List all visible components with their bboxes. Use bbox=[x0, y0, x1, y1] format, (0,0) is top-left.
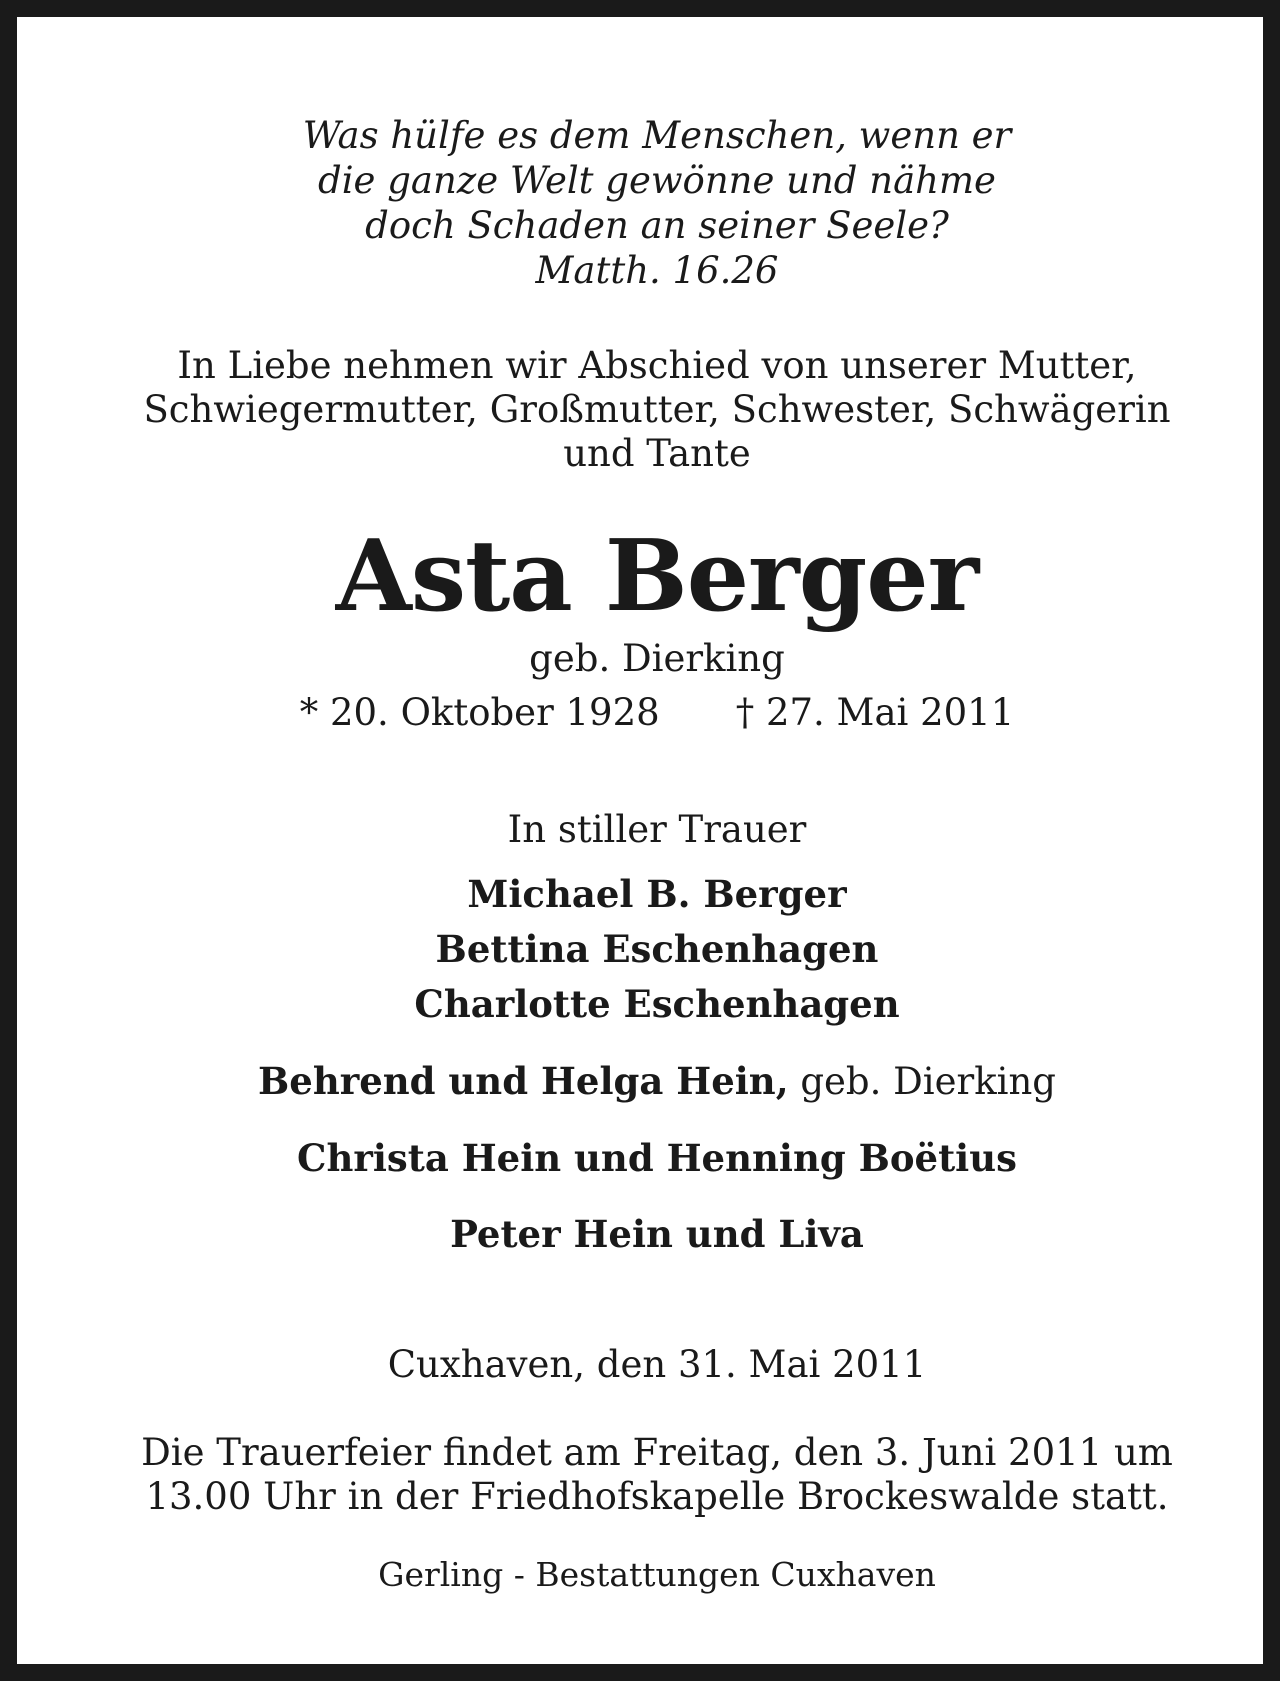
mourner-name: Christa Hein und Henning Boëtius bbox=[297, 1136, 1017, 1180]
mourner-name: Bettina Eschenhagen bbox=[435, 927, 879, 971]
mourning-heading: In stiller Trauer bbox=[507, 808, 807, 851]
undertaker-credit: Gerling - Bestattungen Cuxhaven bbox=[378, 1555, 936, 1594]
quote-reference: Matth. 16.26 bbox=[535, 249, 779, 292]
intro-line-1: In Liebe nehmen wir Abschied von unserer Mutter, bbox=[177, 344, 1137, 387]
quote-line-1: Was hülfe es dem Menschen, wenn er bbox=[302, 114, 1012, 157]
deceased-name: Asta Berger bbox=[335, 519, 979, 634]
birth-date: * 20. Oktober 1928 bbox=[299, 691, 660, 734]
quote-line-2: die ganze Welt gewönne und nähme bbox=[318, 159, 996, 202]
intro-line-2: Schwiegermutter, Großmutter, Schwester, Schwägerin bbox=[143, 388, 1171, 431]
mourner-name: Behrend und Helga Hein, bbox=[258, 1059, 789, 1103]
service-line-2: 13.00 Uhr in der Friedhofskapelle Brockeswalde statt. bbox=[145, 1475, 1169, 1518]
life-dates bbox=[34, 691, 1280, 735]
quote-line-3: doch Schaden an seiner Seele? bbox=[365, 204, 949, 247]
mourner-name: Charlotte Eschenhagen bbox=[414, 982, 900, 1026]
service-line-1: Die Trauerfeier findet am Freitag, den 3. Juni 2011 um bbox=[141, 1431, 1173, 1474]
notice-content bbox=[34, 34, 1280, 1681]
maiden-name: geb. Dierking bbox=[529, 637, 785, 680]
death-date: † 27. Mai 2011 bbox=[735, 691, 1015, 734]
mourner-family-hein bbox=[34, 1059, 1280, 1104]
place-and-date: Cuxhaven, den 31. Mai 2011 bbox=[387, 1343, 927, 1386]
mourner-maiden-name: geb. Dierking bbox=[788, 1060, 1056, 1103]
mourner-name: Peter Hein und Liva bbox=[450, 1212, 864, 1256]
intro-line-3: und Tante bbox=[563, 432, 751, 475]
mourner-name: Michael B. Berger bbox=[467, 872, 847, 916]
